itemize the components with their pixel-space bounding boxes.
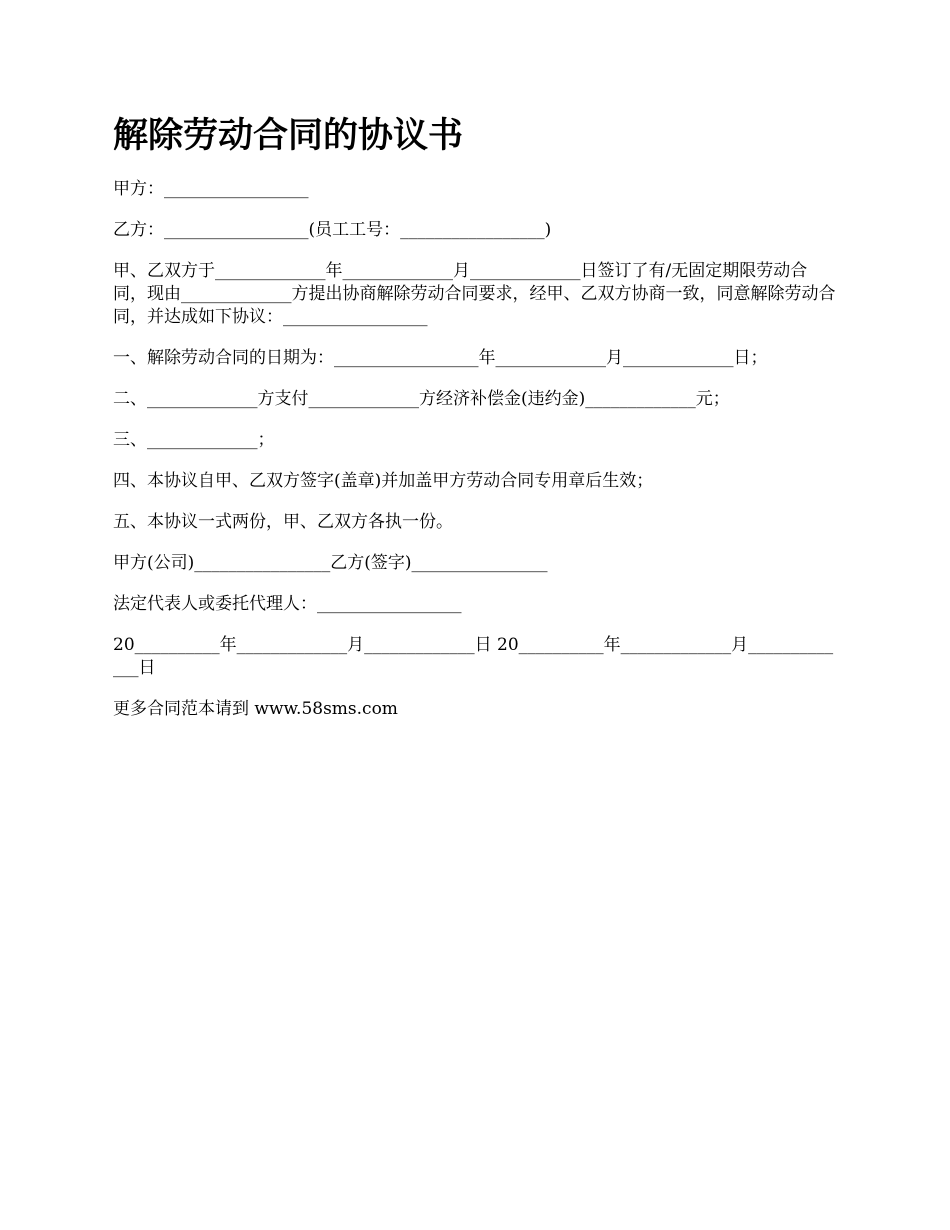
footer-note: 更多合同范本请到 www.58sms.com <box>113 699 398 719</box>
document-page <box>113 108 838 739</box>
signature-line: 甲方(公司)________________乙方(签字)________________ <box>113 553 548 573</box>
representative-line: 法定代表人或委托代理人：_________________ <box>113 594 462 614</box>
clause-5: 五、本协议一式两份，甲、乙双方各执一份。 <box>113 512 453 532</box>
clause-3: 三、_____________； <box>113 430 275 450</box>
clause-1: 一、解除劳动合同的日期为：_________________年_____________月_____________日； <box>113 348 768 368</box>
preamble-paragraph: 甲、乙双方于_____________年_____________月_____________日签订了有/无固定期限劳动合同，现由_____________方提出协商解除劳动合同要求，经甲、乙双方协商一致，同意解除劳动合同，并达成如下协议：_________________ <box>113 261 836 327</box>
document-title: 解除劳动合同的协议书 <box>113 116 464 156</box>
clause-2: 二、_____________方支付_____________方经济补偿金(违约金)_____________元； <box>113 389 730 409</box>
clause-4: 四、本协议自甲、乙双方签字(盖章)并加盖甲方劳动合同专用章后生效； <box>113 471 654 491</box>
party-a-line: 甲方：_________________ <box>113 179 309 199</box>
date-line: 20__________年_____________月_____________日 20__________年_____________月_____________日 <box>113 635 834 678</box>
party-b-line: 乙方：_________________(员工工号：_________________) <box>113 220 552 240</box>
